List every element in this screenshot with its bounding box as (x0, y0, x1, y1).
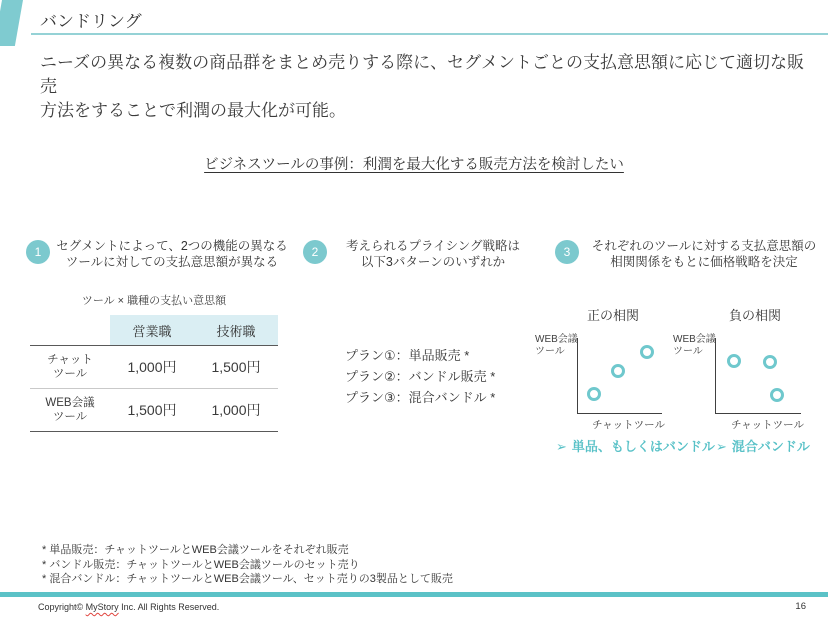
lead-line-2: 方法をすることで利潤の最大化が可能。 (40, 101, 346, 121)
step-3-number-badge: 3 (555, 240, 579, 264)
conclusion-negative (716, 436, 810, 455)
copyright-prefix: Copyright© (38, 602, 86, 612)
row-web-label-line-2: ツール (52, 411, 88, 423)
step-3-line-1: それぞれのツールに対する支払意思額の (591, 239, 817, 253)
step-3-line-2: 相関関係をもとに価格戦略を決定 (610, 255, 798, 269)
cell-chat-sales: 1,000円 (127, 359, 177, 375)
cell-chat-tech: 1,500円 (211, 359, 261, 375)
table-header-sales: 営業職 (110, 315, 194, 345)
step-1 (26, 238, 290, 270)
plan-2: プラン②：バンドル販売 * (345, 369, 496, 384)
scatter-point (640, 345, 654, 359)
table-corner-cell (30, 315, 110, 345)
table-row-chat (30, 345, 278, 388)
chart-positive-ylabel: WEB会議ツール (535, 334, 578, 357)
cell-web-tech: 1,000円 (211, 402, 261, 418)
scatter-point (611, 364, 625, 378)
chart-positive-xlabel: チャットツール (592, 419, 665, 431)
row-label-web (30, 389, 110, 431)
row-chat-label-line-2: ツール (52, 368, 88, 380)
plan-3: プラン③：混合バンドル * (345, 390, 496, 405)
wtp-table (30, 292, 278, 432)
scatter-point (727, 354, 741, 368)
step-2 (303, 238, 535, 270)
chart-negative-title: 負の相関 (728, 308, 781, 323)
corner-accent-shape (0, 0, 23, 46)
chart-positive-plot (577, 338, 662, 414)
row-label-chat (30, 346, 110, 388)
scatter-point (763, 355, 777, 369)
row-web-label-line-1: WEB会議 (45, 396, 95, 409)
step-3 (555, 238, 825, 270)
plan-1: プラン①：単品販売 * (345, 348, 470, 363)
conclusion-positive-text: 単品、もしくはバンドル (571, 439, 715, 454)
chart-negative-plot (715, 338, 801, 414)
arrow-bullet-icon: ➢ (716, 439, 727, 454)
table-caption: ツール × 職種の支払い意思額 (81, 295, 227, 307)
step-1-line-1: セグメントによって、2つの機能の異なる (56, 239, 288, 253)
chart-negative-xlabel: チャットツール (731, 419, 804, 431)
arrow-bullet-icon: ➢ (556, 439, 567, 454)
conclusion-negative-text: 混合バンドル (731, 439, 810, 454)
page-title: バンドリング (40, 12, 142, 31)
footnote-3: * 混合バンドル：チャットツールとWEB会議ツール、セット売りの3製品として販売 (42, 573, 453, 585)
step-1-line-2: ツールに対しての支払意思額が異なる (65, 255, 279, 269)
step-2-line-1: 考えられるプライシング戦略は (345, 239, 521, 253)
plan-list (345, 345, 495, 408)
step-3-text (579, 238, 825, 270)
conclusion-positive (556, 436, 715, 455)
scatter-point (587, 387, 601, 401)
footnotes (42, 543, 453, 587)
copyright-suffix: Inc. All Rights Reserved. (118, 602, 220, 612)
footnote-1: * 単品販売：チャットツールとWEB会議ツールをそれぞれ販売 (42, 544, 349, 556)
copyright-text (38, 602, 219, 612)
copyright-brand: MyStory (85, 602, 119, 612)
case-subtitle: ビジネスツールの事例：利潤を最大化する販売方法を検討したい (204, 157, 624, 173)
step-2-number-badge: 2 (303, 240, 327, 264)
lead-line-1: ニーズの異なる複数の商品群をまとめ売りする際に、セグメントごとの支払意思額に応じて適切な販売 (40, 53, 804, 97)
footnote-2: * バンドル販売：チャットツールとWEB会議ツールのセット売り (42, 558, 360, 571)
chart-negative-ylabel: WEB会議ツール (673, 334, 716, 357)
cell-web-sales: 1,500円 (127, 402, 177, 418)
table-header-row (30, 315, 278, 345)
step-2-text (327, 238, 535, 270)
subtitle-wrap (0, 153, 828, 174)
chart-positive-title: 正の相関 (586, 308, 639, 323)
table-row-web (30, 388, 278, 431)
lead-paragraph (40, 51, 810, 123)
footer-accent-bar (0, 592, 828, 597)
step-1-text (50, 238, 290, 270)
scatter-point (770, 388, 784, 402)
row-chat-label-line-1: チャット (47, 353, 93, 366)
step-2-line-2: 以下3パターンのいずれか (360, 255, 506, 269)
table-header-tech: 技術職 (194, 315, 278, 345)
title-underline (31, 33, 828, 35)
page-number: 16 (795, 601, 806, 612)
step-1-number-badge: 1 (26, 240, 50, 264)
table-bottom-border (30, 431, 278, 432)
